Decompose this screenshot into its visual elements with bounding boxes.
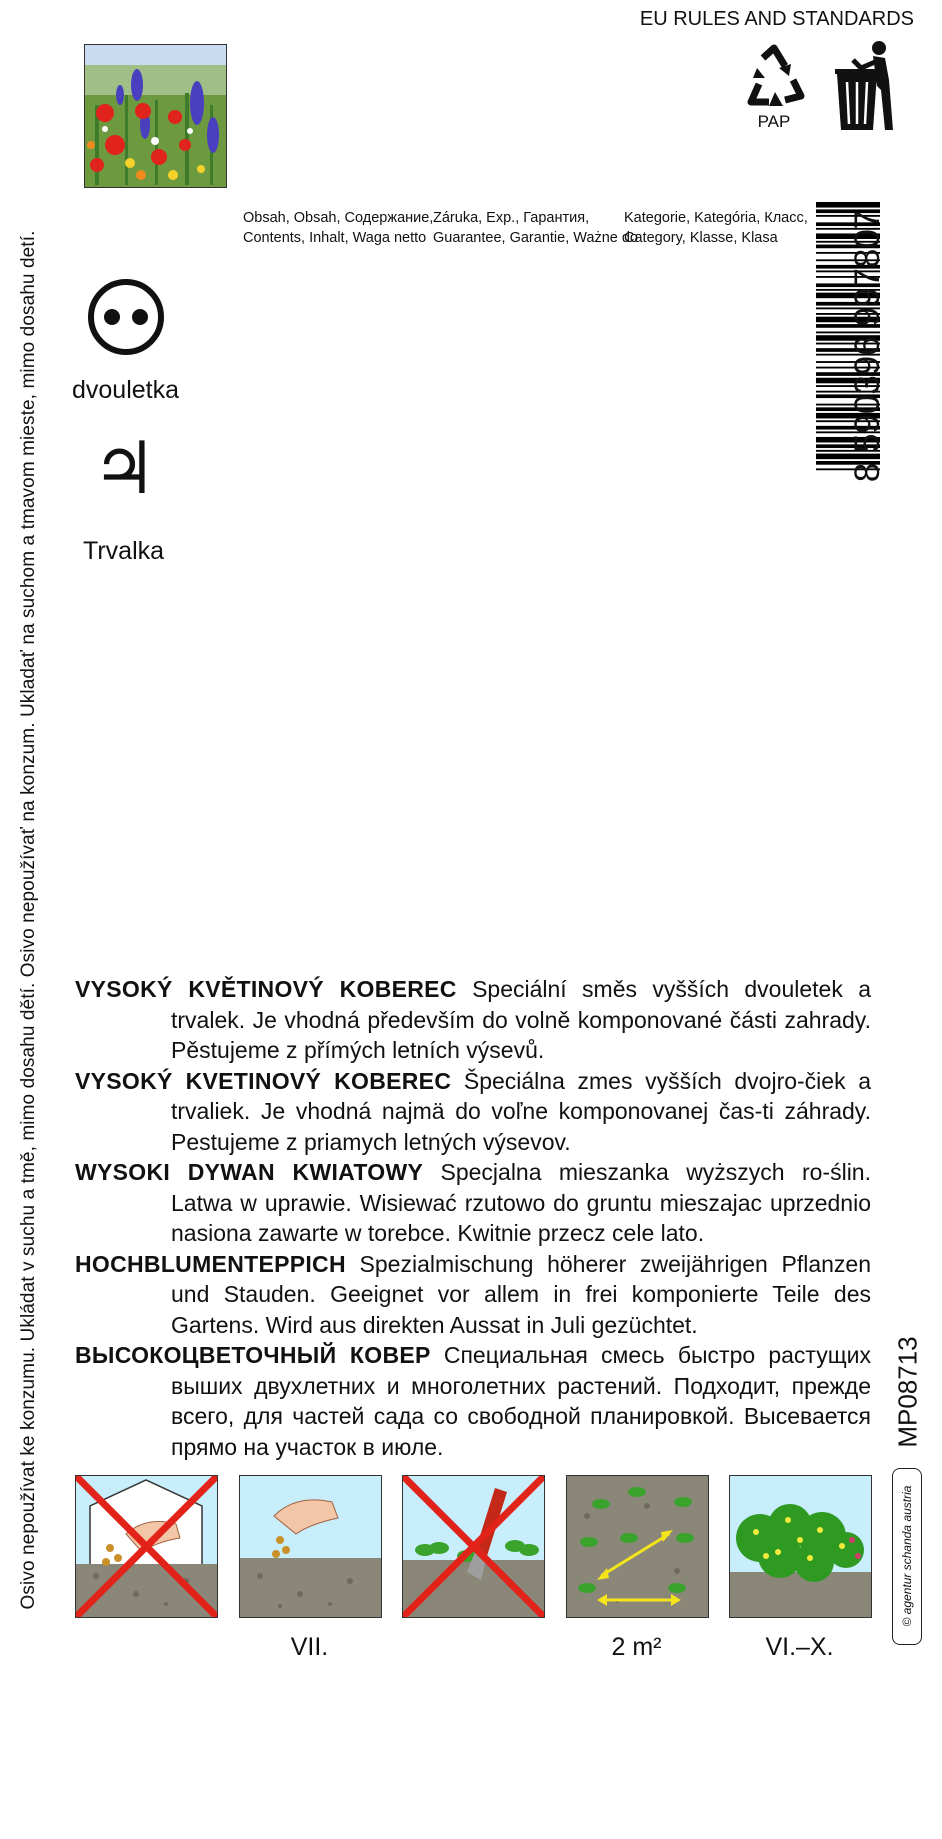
step-transplanting — [402, 1475, 545, 1618]
perennial-label: Trvalka — [83, 537, 165, 565]
biennial-label: dvouletka — [72, 376, 180, 404]
category-line-2: Category, Klasse, Klasa — [624, 230, 778, 246]
guarantee-line-2: Guarantee, Garantie, Ważne do — [433, 230, 638, 246]
description-ru — [75, 1340, 871, 1462]
description-pl — [75, 1157, 871, 1249]
barcode-number: 8 590396 997807 — [848, 209, 887, 483]
guarantee-header — [433, 208, 638, 248]
description-text: Specjalna mieszanka wyższych ro-ślin. Latwa w uprawie. Wisiewać rzutowo do gruntu mieszajac uprzednio nasiona zawarte w torebce. Kwitnie przecz cele lato. — [171, 1159, 871, 1246]
category-header — [624, 208, 808, 248]
description-de — [75, 1249, 871, 1341]
description-text: Speciální směs vyšších dvouletek a trvalek. Je vhodná především do volně komponované části zahrady. Pěstujeme z přímých letních výsevů. — [171, 976, 871, 1063]
description-sk — [75, 1066, 871, 1158]
step-indoor-sowing — [75, 1475, 218, 1618]
step-caption-flowering: VI.–X. — [765, 1633, 834, 1661]
description-title: HOCHBLUMENTEPPICH — [75, 1250, 346, 1277]
description-text: Špeciálna zmes vyšších dvojro-čiek a trvaliek. Je vhodná najmä do voľne komponovanej čas-ti záhrady. Pestujeme z priamych letných výsevov. — [171, 1067, 871, 1155]
storage-note: Osivo nepoužívat ke konzumu. Ukládat v suchu a tmě, mimo dosahu dětí. Osivo nepoužívať na konzum. Ukladať na suchom a tmavom mieste, mimo dosahu detí. — [18, 230, 39, 1610]
description-cz — [75, 974, 871, 1066]
credit-text: © agentur schanda austria — [900, 1485, 914, 1627]
wildflower-photo — [84, 44, 227, 188]
description-text: Специальная смесь быстро растущих выших двухлетних и многолетних растений. Подходит, прежде всего, для частей сада со свободной планировкой. Высевается прямо на участок в июле. — [171, 1342, 871, 1460]
product-code: MP08713 — [892, 1336, 923, 1448]
step-caption-area: 2 m² — [611, 1633, 662, 1661]
contents-header — [243, 208, 433, 248]
biennial-icon — [86, 277, 166, 357]
description-title: VYSOKÝ KVĚTINOVÝ KOBEREC — [75, 976, 457, 1002]
product-descriptions — [75, 974, 871, 1462]
barcode-bar — [816, 202, 880, 208]
step-flowering — [729, 1475, 872, 1618]
contents-line-1: Obsah, Obsah, Содержание, — [243, 210, 434, 226]
recycle-block — [738, 44, 810, 134]
description-text: Spezialmischung höherer zweijährigen Pflanzen und Stauden. Geeignet vor allem in frei komponierte Teile des Gartens. Wird aus direkten Aussat in Juli gezüchtet. — [171, 1250, 872, 1338]
description-title: WYSOKI DYWAN KWIATOWY — [75, 1159, 424, 1185]
guarantee-line-1: Záruka, Exp., Гарантия, — [433, 210, 590, 226]
description-title: ВЫСОКОЦВЕТОЧНЫЙ КОВЕР — [75, 1342, 431, 1368]
trash-bin-icon — [833, 40, 903, 132]
category-line-1: Kategorie, Kategória, Класс, — [624, 210, 808, 226]
credit-box — [892, 1468, 922, 1645]
step-spacing — [566, 1475, 709, 1618]
step-direct-sowing — [239, 1475, 382, 1618]
description-title: VYSOKÝ KVETINOVÝ KOBEREC — [75, 1067, 452, 1094]
pap-label: PAP — [757, 112, 791, 131]
step-caption-sowing-month: VII. — [290, 1633, 329, 1661]
contents-line-2: Contents, Inhalt, Waga netto — [243, 230, 427, 246]
recycle-icon — [739, 44, 809, 112]
eu-rules-label: EU RULES AND STANDARDS — [639, 8, 914, 30]
perennial-icon: ♃ — [92, 426, 157, 510]
